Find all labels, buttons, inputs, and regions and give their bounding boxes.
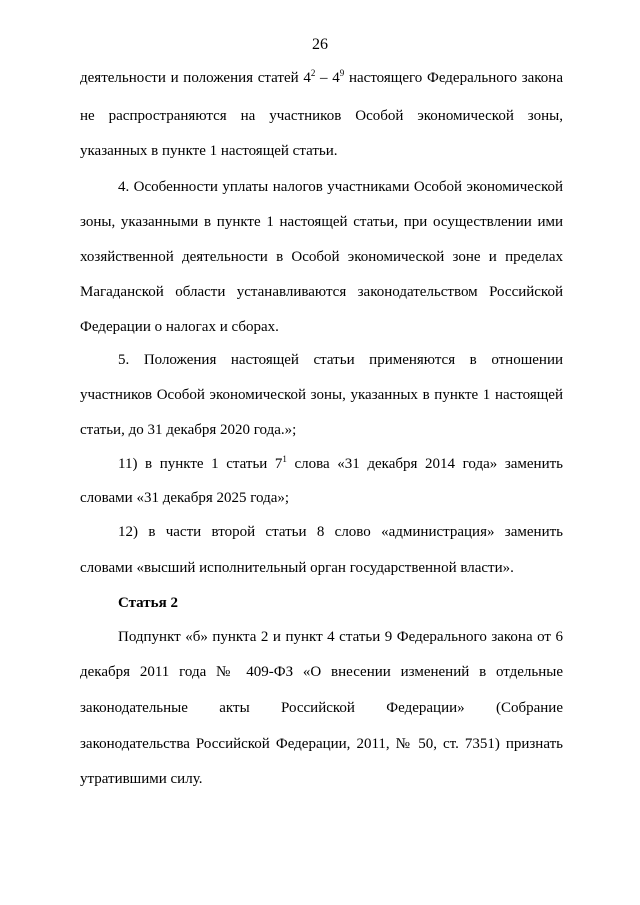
text-line: участников Особой экономической зоны, указанных в пункте 1 настоящей	[80, 387, 563, 403]
superscript: 9	[339, 68, 345, 78]
text-line: законодательства Российской Федерации, 2011, № 50, ст. 7351) признать	[80, 736, 563, 752]
text-line: не распространяются на участников Особой экономической зоны,	[80, 108, 563, 124]
text-line: 4. Особенности уплаты налогов участниками Особой экономической	[118, 179, 563, 195]
text-line: словами «высший исполнительный орган государственной власти».	[80, 560, 514, 576]
text-line	[118, 456, 563, 473]
text-line: законодательные акты Российской Федерации» (Собрание	[80, 700, 563, 716]
superscript: 2	[310, 68, 316, 78]
text-line	[80, 70, 563, 87]
text-line: словами «31 декабря 2025 года»;	[80, 490, 290, 506]
text-line: 5. Положения настоящей статьи применяются в отношении	[118, 352, 563, 368]
text-fragment: деятельности и положения статей 4	[80, 70, 311, 86]
text-line: Магаданской области устанавливаются законодательством Российской	[80, 284, 563, 300]
text-line: зоны, указанными в пункте 1 настоящей статьи, при осуществлении ими	[80, 214, 563, 230]
text-fragment: – 4	[315, 70, 340, 86]
text-fragment: слова «31 декабря 2014 года» заменить	[286, 456, 564, 472]
text-line: утратившими силу.	[80, 771, 203, 787]
text-line: Подпункт «б» пункта 2 и пункт 4 статьи 9 Федерального закона от 6	[118, 629, 563, 645]
page-number: 26	[312, 36, 328, 53]
text-line: указанных в пункте 1 настоящей статьи.	[80, 143, 338, 159]
text-line: хозяйственной деятельности в Особой экономической зоне и пределах	[80, 249, 563, 265]
text-fragment: 11) в пункте 1 статьи 7	[118, 456, 283, 472]
text-line: декабря 2011 года № 409-ФЗ «О внесении изменений в отдельные	[80, 664, 563, 680]
text-line: статьи, до 31 декабря 2020 года.»;	[80, 422, 297, 438]
text-line: 12) в части второй статьи 8 слово «администрация» заменить	[118, 524, 563, 540]
article-heading: Статья 2	[118, 595, 178, 611]
superscript: 1	[282, 454, 287, 464]
text-line: Федерации о налогах и сборах.	[80, 319, 279, 335]
text-fragment: настоящего Федерального закона	[344, 70, 563, 86]
